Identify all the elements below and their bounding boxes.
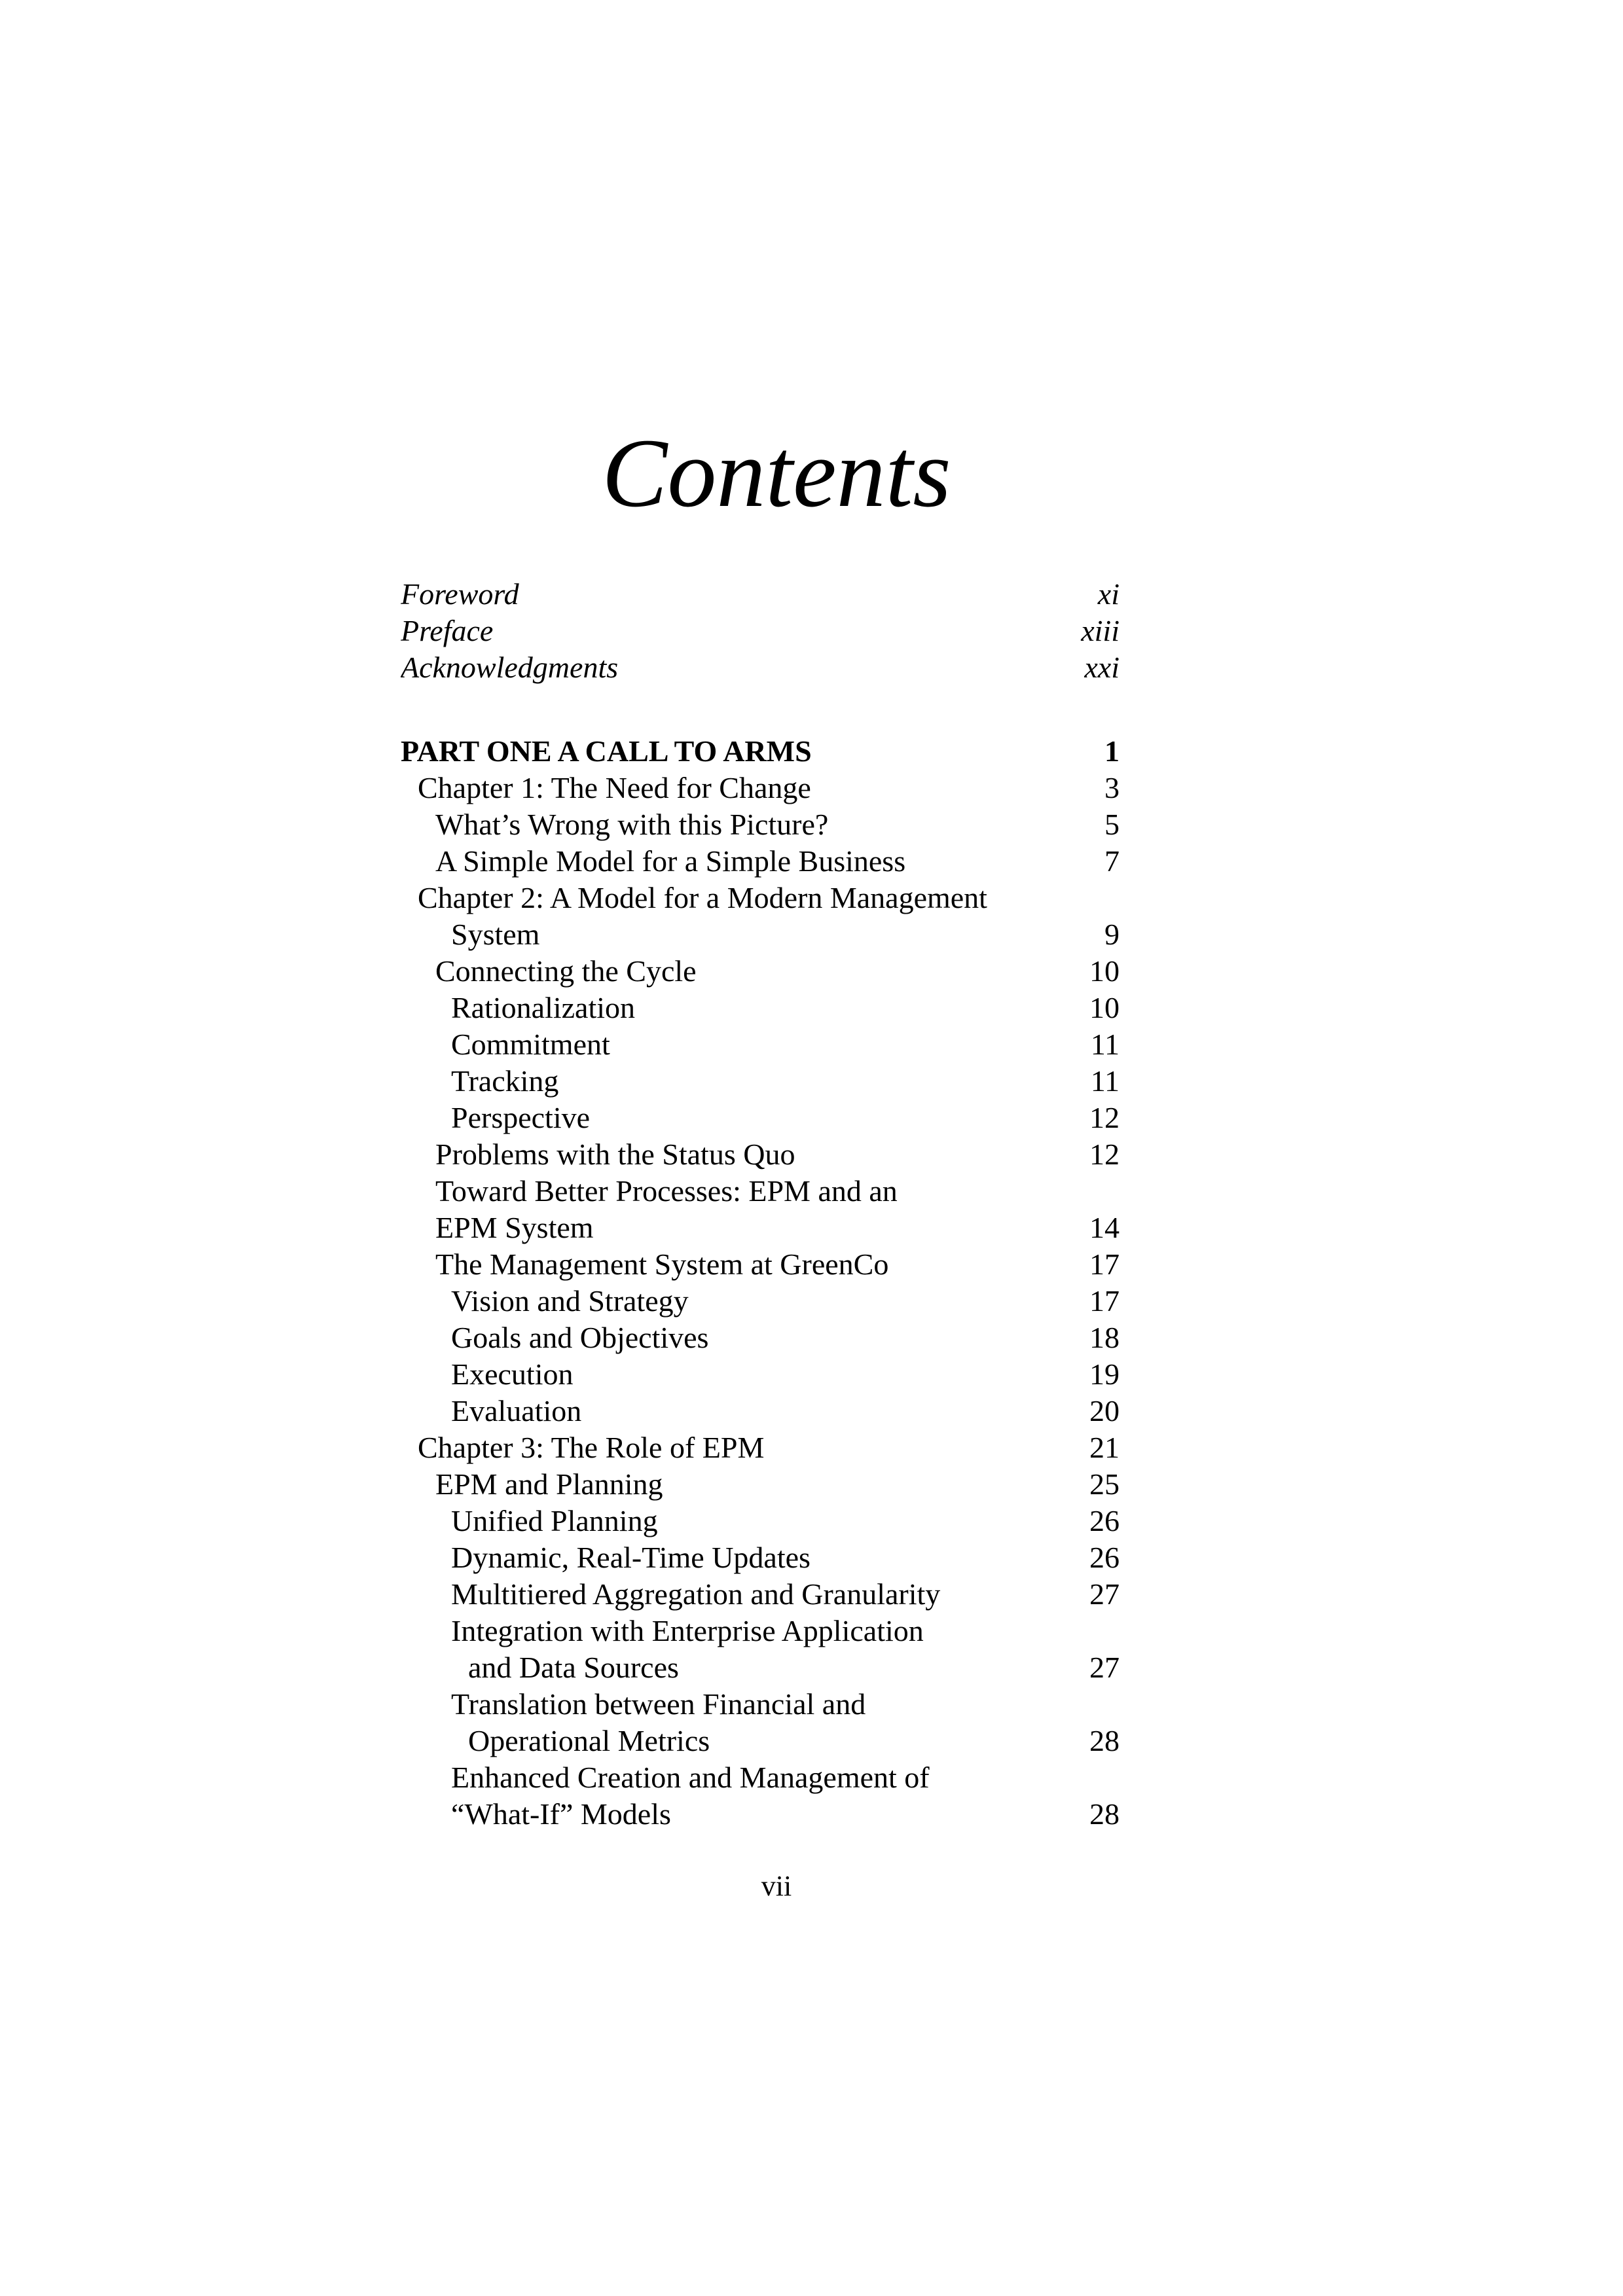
- toc-list: [401, 733, 1120, 1833]
- toc-entry-page-number: 12: [1089, 1138, 1120, 1171]
- toc-entry-page-number: 11: [1090, 1028, 1120, 1061]
- toc-row: [401, 1319, 1120, 1356]
- toc-entry-page-number: 26: [1089, 1504, 1120, 1537]
- toc-row: [401, 1283, 1120, 1319]
- toc-row: [401, 1393, 1120, 1429]
- toc-row: [401, 1356, 1120, 1393]
- toc-entry-label: Dynamic, Real-Time Updates: [451, 1541, 811, 1574]
- toc-entry-label: and Data Sources: [468, 1651, 679, 1684]
- toc-entry-page-number: 10: [1089, 991, 1120, 1024]
- folio-page-number: vii: [761, 1870, 792, 1902]
- toc-entry-label: Chapter 1: The Need for Change: [418, 771, 811, 804]
- toc-entry-label: Chapter 3: The Role of EPM: [418, 1431, 765, 1464]
- toc-entry-label: EPM and Planning: [435, 1467, 663, 1501]
- toc-entry-page-number: 12: [1089, 1101, 1120, 1134]
- toc-entry-page-number: 26: [1089, 1541, 1120, 1574]
- toc-entry-label: System: [451, 918, 540, 951]
- toc-row: [401, 770, 1120, 806]
- toc-entry-page-number: 28: [1089, 1797, 1120, 1831]
- toc-entry-page-number: 27: [1089, 1577, 1120, 1611]
- page-title: Contents: [602, 419, 951, 528]
- toc-entry-label: Problems with the Status Quo: [435, 1138, 795, 1171]
- toc-entry-label: EPM System: [435, 1211, 594, 1244]
- toc-entry-page-number: 10: [1089, 954, 1120, 988]
- toc-entry-label: Tracking: [451, 1064, 559, 1098]
- toc-entry-page-number: 17: [1089, 1284, 1120, 1318]
- toc-entry-label: PART ONE A CALL TO ARMS: [401, 734, 812, 768]
- toc-row: [401, 1173, 1120, 1210]
- toc-entry-label: Vision and Strategy: [451, 1284, 689, 1318]
- toc-row: [401, 1723, 1120, 1759]
- toc-entry-label: Unified Planning: [451, 1504, 658, 1537]
- toc-row: [401, 1576, 1120, 1613]
- front-matter-label: Foreword: [401, 577, 519, 611]
- toc-row: [401, 1429, 1120, 1466]
- toc-entry-label: The Management System at GreenCo: [435, 1247, 889, 1281]
- front-matter-page-number: xxi: [1084, 651, 1120, 684]
- toc-entry-label: Operational Metrics: [468, 1724, 710, 1757]
- toc-entry-page-number: 5: [1104, 808, 1120, 841]
- toc-entry-page-number: 7: [1104, 844, 1120, 878]
- toc-entry-page-number: 28: [1089, 1724, 1120, 1757]
- toc-entry-page-number: 27: [1089, 1651, 1120, 1684]
- toc-entry-page-number: 20: [1089, 1394, 1120, 1427]
- toc-entry-label: Multitiered Aggregation and Granularity: [451, 1577, 941, 1611]
- toc-entry-label: Perspective: [451, 1101, 591, 1134]
- toc-entry-label: “What-If” Models: [451, 1797, 671, 1831]
- toc-entry-page-number: 19: [1089, 1357, 1120, 1391]
- toc-entry-page-number: 3: [1104, 771, 1120, 804]
- front-matter-label: Preface: [401, 614, 494, 647]
- toc-row: [401, 880, 1120, 916]
- front-matter-page-number: xi: [1097, 577, 1120, 611]
- toc-entry-label: Connecting the Cycle: [435, 954, 697, 988]
- toc-row: [401, 1466, 1120, 1503]
- toc-row: [401, 1796, 1120, 1833]
- toc-row: [401, 1503, 1120, 1539]
- toc-entry-label: Rationalization: [451, 991, 636, 1024]
- toc-row: [401, 1136, 1120, 1173]
- front-matter-list: [401, 576, 1120, 686]
- toc-row: [401, 916, 1120, 953]
- toc-entry-label: A Simple Model for a Simple Business: [435, 844, 906, 878]
- toc-entry-label: What’s Wrong with this Picture?: [435, 808, 829, 841]
- toc-entry-label: Commitment: [451, 1028, 610, 1061]
- toc-row: [401, 990, 1120, 1026]
- toc-entry-page-number: 17: [1089, 1247, 1120, 1281]
- toc-entry-label: Evaluation: [451, 1394, 582, 1427]
- toc-entry-page-number: 18: [1089, 1321, 1120, 1354]
- toc-entry-label: Goals and Objectives: [451, 1321, 709, 1354]
- front-matter-label: Acknowledgments: [401, 651, 619, 684]
- toc-row: [401, 1210, 1120, 1246]
- toc-entry-page-number: 1: [1104, 734, 1120, 768]
- toc-entry-label: Integration with Enterprise Application: [451, 1614, 924, 1647]
- toc-entry-label: Toward Better Processes: EPM and an: [435, 1174, 898, 1208]
- toc-row: [401, 1026, 1120, 1063]
- toc-row: [401, 1246, 1120, 1283]
- toc-entry-label: Translation between Financial and: [451, 1687, 866, 1721]
- toc-row: [401, 843, 1120, 880]
- toc-row: [401, 1649, 1120, 1686]
- toc-entry-page-number: 11: [1090, 1064, 1120, 1098]
- toc-entry-page-number: 14: [1089, 1211, 1120, 1244]
- toc-entry-label: Enhanced Creation and Management of: [451, 1761, 930, 1794]
- toc-row: [401, 806, 1120, 843]
- toc-row: [401, 1063, 1120, 1100]
- toc-entry-label: Chapter 2: A Model for a Modern Management: [418, 881, 987, 914]
- toc-row: [401, 1759, 1120, 1796]
- front-matter-row: [401, 649, 1120, 686]
- toc-row: [401, 733, 1120, 770]
- toc-row: [401, 1539, 1120, 1576]
- front-matter-row: [401, 613, 1120, 649]
- toc-entry-page-number: 9: [1104, 918, 1120, 951]
- toc-entry-page-number: 25: [1089, 1467, 1120, 1501]
- front-matter-row: [401, 576, 1120, 613]
- toc-entry-label: Execution: [451, 1357, 574, 1391]
- toc-row: [401, 1100, 1120, 1136]
- toc-entry-page-number: 21: [1089, 1431, 1120, 1464]
- toc-row: [401, 1686, 1120, 1723]
- front-matter-page-number: xiii: [1081, 614, 1120, 647]
- toc-row: [401, 1613, 1120, 1649]
- toc-row: [401, 953, 1120, 990]
